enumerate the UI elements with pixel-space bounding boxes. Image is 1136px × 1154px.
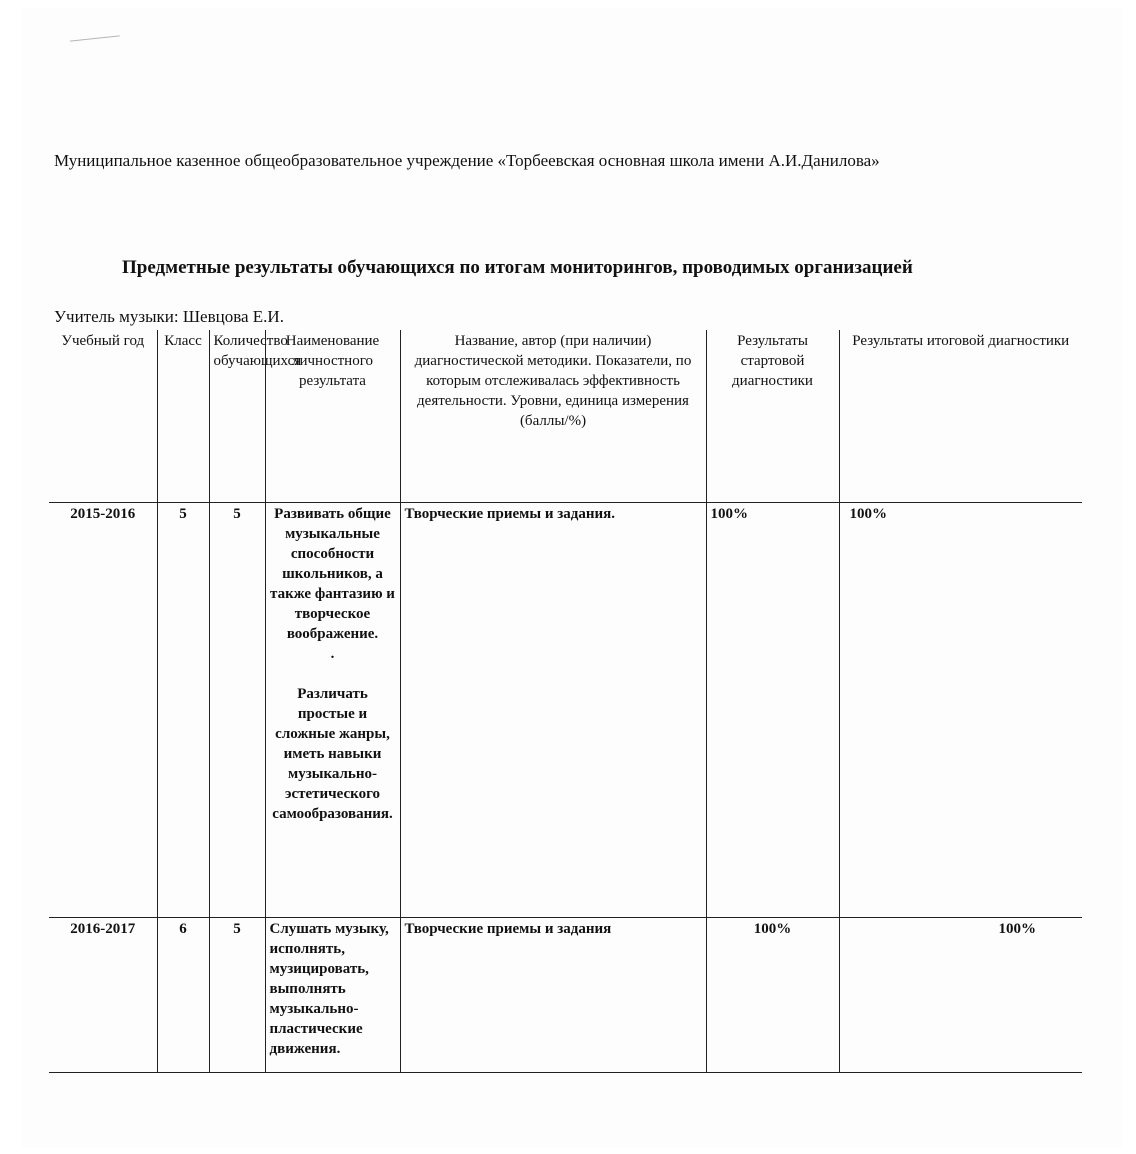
cell-year: 2016-2017 — [49, 918, 157, 1073]
scan-artifact — [70, 35, 120, 45]
institution-name: Муниципальное казенное общеобразовательное учреждение «Торбеевская основная школа имени А.И.Данилова» — [54, 151, 880, 170]
header-count: Количество обучающихся — [209, 330, 265, 503]
cell-result — [265, 503, 400, 918]
cell-final: 100% — [839, 503, 1082, 918]
result-text-2: Различать простые и сложные жанры, иметь навыки музыкально-эстетического самообразования. — [272, 686, 393, 822]
table-row — [49, 918, 1082, 1073]
table-row — [49, 503, 1082, 918]
cell-start: 100% — [706, 503, 839, 918]
header-method: Название, автор (при наличии) диагностической методики. Показатели, по которым отслеживалась эффективность деятельности. Уровни, единица измерения (баллы/%) — [400, 330, 706, 503]
cell-final: 100% — [839, 918, 1082, 1073]
cell-start: 100% — [706, 918, 839, 1073]
header-start-results: Результаты стартовой диагностики — [706, 330, 839, 503]
header-class: Класс — [157, 330, 209, 503]
cell-count: 5 — [209, 503, 265, 918]
cell-method: Творческие приемы и задания — [400, 918, 706, 1073]
cell-year: 2015-2016 — [49, 503, 157, 918]
cell-class: 6 — [157, 918, 209, 1073]
header-final-results: Результаты итоговой диагностики — [839, 330, 1082, 503]
header-year: Учебный год — [49, 330, 157, 503]
cell-class: 5 — [157, 503, 209, 918]
results-table — [49, 330, 1082, 1073]
report-title: Предметные результаты обучающихся по итогам мониторингов, проводимых организацией — [122, 257, 913, 278]
teacher-line: Учитель музыки: Шевцова Е.И. — [54, 307, 284, 326]
table-header-row — [49, 330, 1082, 503]
result-dot: . — [330, 646, 335, 662]
cell-result: Слушать музыку, исполнять, музицировать, выполнять музыкально-пластические движения. — [265, 918, 400, 1073]
cell-method: Творческие приемы и задания. — [400, 503, 706, 918]
cell-count: 5 — [209, 918, 265, 1073]
header-result-name: Наименование личностного результата — [265, 330, 400, 503]
result-text-1: Развивать общие музыкальные способности школьников, а также фантазию и творческое воображение. — [270, 506, 395, 642]
